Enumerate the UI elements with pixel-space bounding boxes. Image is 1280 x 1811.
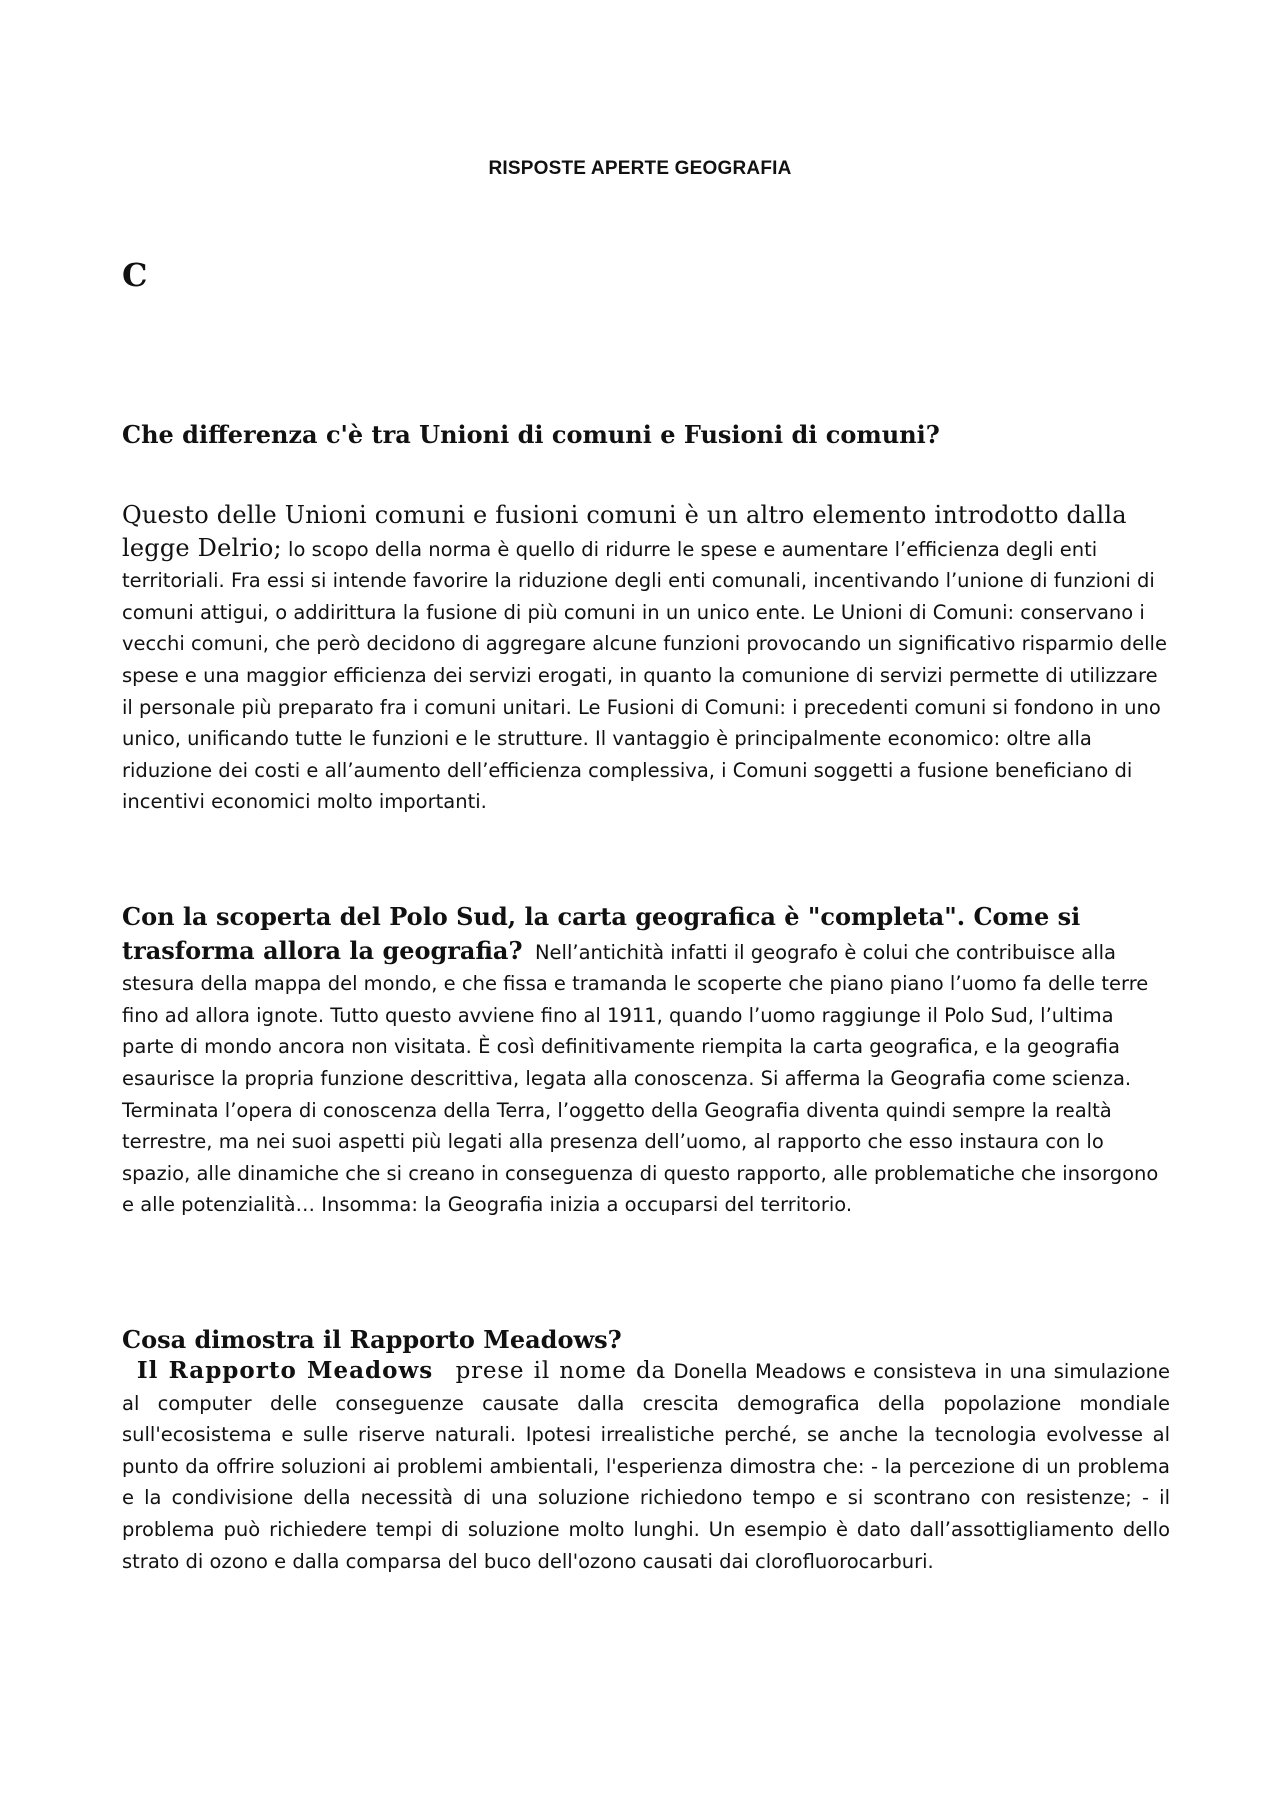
answer-meadows-body: Donella Meadows e consisteva in una simulazione al computer delle conseguenze causate dalla crescita demografica della popolazione mondiale sull'ecosistema e sulle riserve naturali. Ipotesi irrealistiche perché, se anche la tecnologia evolvesse al punto da offrire soluzioni ai problemi ambientali, l'esperienza dimostra che: - la percezione di un problema e la condivisione della necessità di una soluzione richiedono tempo e si scontrano con resistenze; - il problema può richiedere tempi di soluzione molto lunghi. Un esempio è dato dall’assottigliamento dello strato di ozono e dalla comparsa del buco dell'ozono causati dai clorofluorocarburi. — [122, 1360, 1170, 1573]
answer-polo-sud-block — [122, 901, 1170, 1221]
answer-unioni-fusioni — [122, 500, 1170, 818]
answer-unioni-fusioni-lead: Questo delle Unioni comuni e fusioni comuni è un altro elemento introdotto dalla legge Delrio; — [122, 501, 1127, 562]
question-rapporto-meadows: Cosa dimostra il Rapporto Meadows? — [122, 1325, 622, 1354]
answer-unioni-fusioni-body: lo scopo della norma è quello di ridurre le spese e aumentare l’efficienza degli enti territoriali. Fra essi si intende favorire la riduzione degli enti comunali, incentivando l’unione di funzioni di comuni attigui, o addirittura la fusione di più comuni in un unico ente. Le Unioni di Comuni: conservano i vecchi comuni, che però decidono di aggregare alcune funzioni provocando un significativo risparmio delle spese e una maggior efficienza dei servizi erogati, in quanto la comunione di servizi permette di utilizzare il personale più preparato fra i comuni unitari. Le Fusioni di Comuni: i precedenti comuni si fondono in uno unico, unificando tutte le funzioni e le strutture. Il vantaggio è principalmente economico: oltre alla riduzione dei costi e all’aumento dell’efficienza complessiva, i Comuni soggetti a fusione beneficiano di incentivi economici molto importanti. — [122, 537, 1167, 814]
answer-rapporto-meadows — [122, 1355, 1170, 1577]
question-unioni-fusioni: Che differenza c'è tra Unioni di comuni e Fusioni di comuni? — [122, 420, 940, 449]
document-title: RISPOSTE APERTE GEOGRAFIA — [488, 158, 792, 179]
answer-meadows-strong: Il Rapporto Meadows — [136, 1357, 434, 1384]
section-letter: C — [122, 256, 148, 294]
answer-polo-sud: Nell’antichità infatti il geografo è colui che contribuisce alla stesura della mappa del mondo, e che fissa e tramanda le scoperte che piano piano l’uomo fa delle terre fino ad allora ignote. Tutto questo avviene fino al 1911, quando l’uomo raggiunge il Polo Sud, l’ultima parte di mondo ancora non visitata. È così definitivamente riempita la carta geografica, e la geografia esaurisce la propria funzione descrittiva, legata alla conoscenza. Si afferma la Geografia come scienza. Terminata l’opera di conoscenza della Terra, l’oggetto della Geografia diventa quindi sempre la realtà terrestre, ma nei suoi aspetti più legati alla presenza dell’uomo, al rapporto che esso instaura con lo spazio, alle dinamiche che si creano in conseguenza di questo rapporto, alle problematiche che insorgono e alle potenzialità… Insomma: la Geografia inizia a occuparsi del territorio. — [122, 940, 1159, 1217]
question-polo-sud: Con la scoperta del Polo Sud, la carta geografica è "completa". Come si trasforma allora la geografia? — [122, 902, 1081, 965]
answer-meadows-serif: prese il nome da — [455, 1358, 667, 1384]
